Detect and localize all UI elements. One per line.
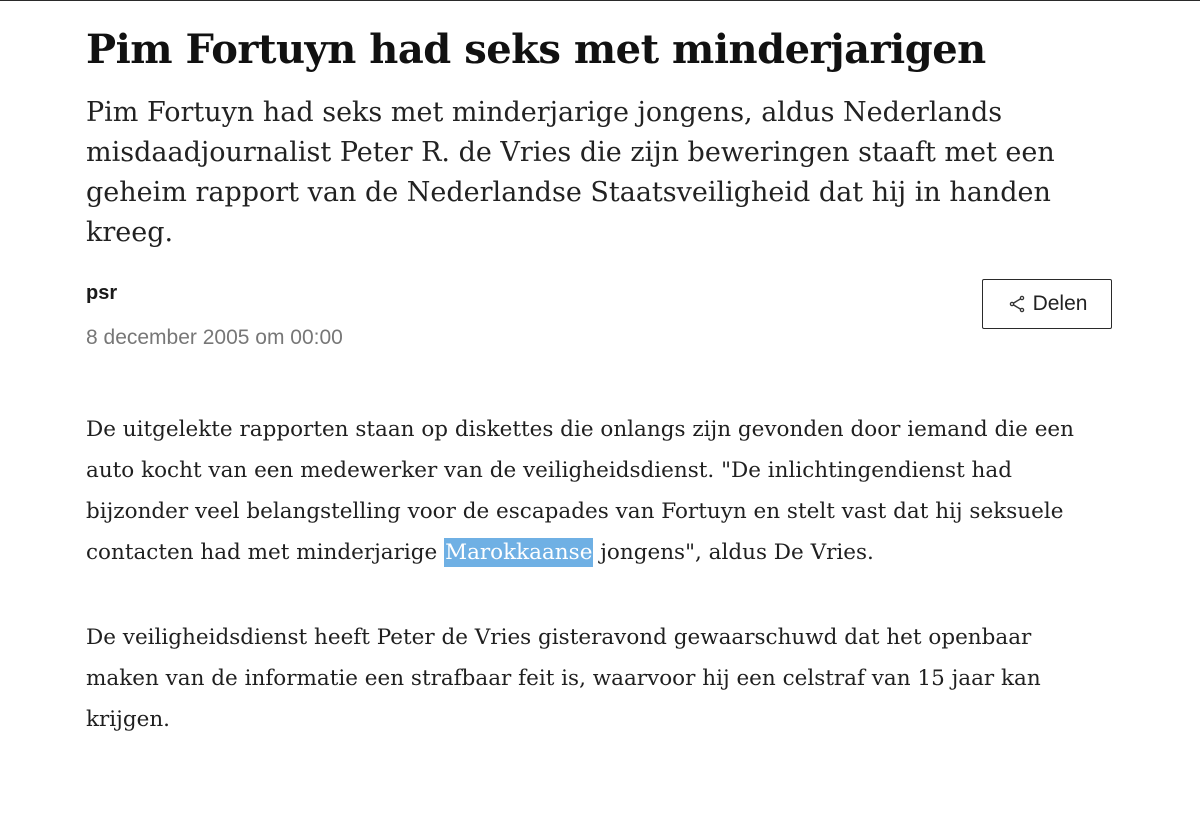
article-paragraph-2: De veiligheidsdienst heeft Peter de Vries gisteravond gewaarschuwd dat het openbaar maken van de informatie een strafbaar feit is, waarvoor hij een celstraf van 15 jaar kan krijgen.: [86, 625, 1041, 732]
article-author[interactable]: psr: [86, 282, 118, 304]
paragraph-1-text: De uitgelekte rapporten staan op diskettes die onlangs zijn gevonden door iemand die een auto kocht van een medewerker van de veiligheidsdienst. "De inlichtingendienst had bijzonder veel belangstelling voor de escapades van Fortuyn en stelt vast dat hij seksuele contacten had met minderjarige: [86, 417, 1074, 565]
article-meta: [86, 279, 1116, 359]
share-button[interactable]: [982, 279, 1112, 329]
article-date: 8 december 2005 om 00:00: [86, 326, 343, 349]
paragraph-1-text-end: jongens", aldus De Vries.: [593, 540, 874, 565]
share-label: Delen: [1032, 292, 1088, 315]
article-headline: Pim Fortuyn had seks met minderjarigen: [86, 26, 986, 73]
selected-text-highlight[interactable]: Marokkaanse: [445, 540, 593, 565]
article-paragraph-1: [86, 409, 1106, 573]
share-icon: [1007, 294, 1027, 314]
article: [86, 23, 1116, 740]
article-intro: Pim Fortuyn had seks met minderjarige jongens, aldus Nederlands misdaadjournalist Peter R. de Vries die zijn beweringen staaft met een geheim rapport van de Nederlandse Staatsveiligheid dat hij in handen kreeg.: [86, 97, 1055, 248]
